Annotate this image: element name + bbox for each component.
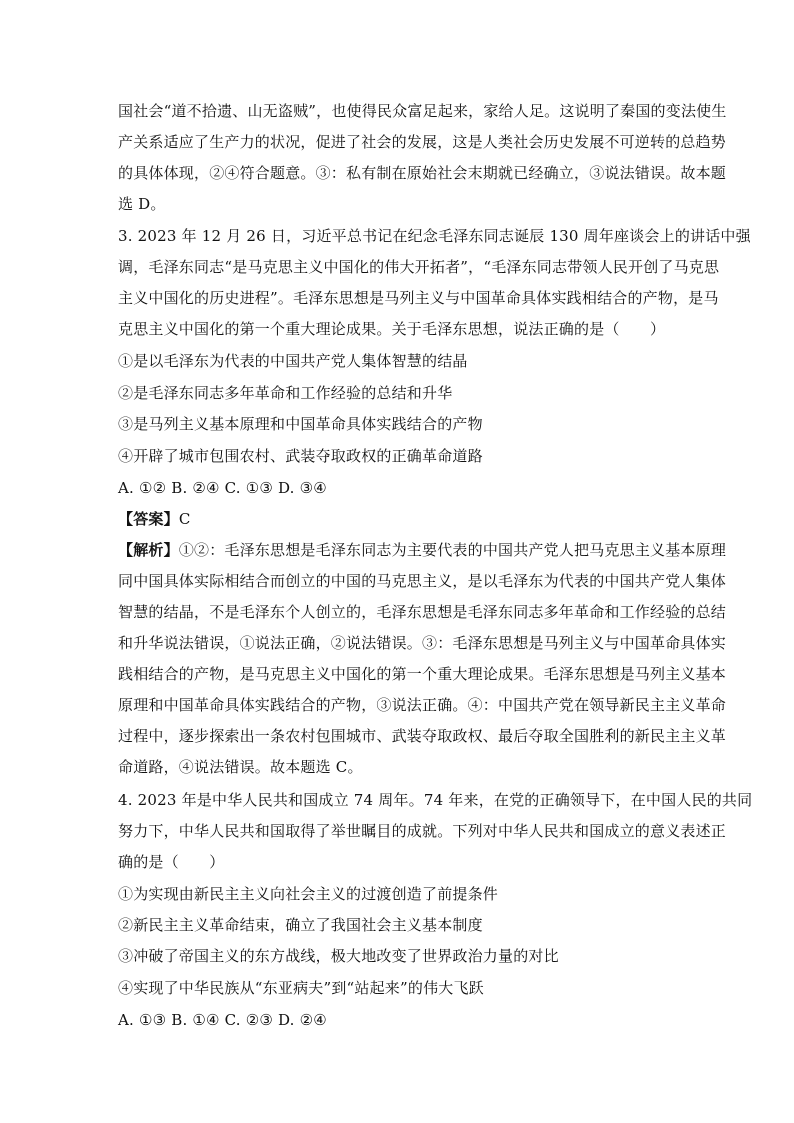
q3-statement: ②是毛泽东同志多年革命和工作经验的总结和升华 [118,384,453,402]
q4-stem-line: 4. 2023 年是中华人民共和国成立 74 周年。74 年来，在党的正确领导下，在中国人民的共同 [118,791,753,809]
q3-statement: ③是马列主义基本原理和中国革命具体实践结合的产物 [118,415,483,433]
q3-analysis-line: 智慧的结晶，不是毛泽东个人创立的，毛泽东思想是毛泽东同志多年革命和工作经验的总结 [118,603,727,621]
q4-statement: ③冲破了帝国主义的东方战线，极大地改变了世界政治力量的对比 [118,947,559,965]
q3-analysis-line: 原理和中国革命具体实践结合的产物，③说法正确。④：中国共产党在领导新民主主义革命 [118,696,727,714]
q3-analysis-line: 过程中，逐步探索出一条农村包围城市、武装夺取政权、最后夺取全国胜利的新民主主义革 [118,727,727,745]
q4-stem-line: 确的是（ ） [118,853,225,871]
q3-analysis-line: 和升华说法错误，①说法正确，②说法错误。③：毛泽东思想是马列主义与中国革命具体实 [118,634,727,652]
q3-analysis-line: 命道路，④说法错误。故本题选 C。 [118,758,363,776]
q4-statement: ①为实现由新民主主义向社会主义的过渡创造了前提条件 [118,885,499,903]
analysis-text: ①②：毛泽东思想是毛泽东同志为主要代表的中国共产党人把马克思主义基本原理 [178,541,727,559]
q4-statement: ④实现了中华民族从“东亚病夫”到“站起来”的伟大飞跃 [118,979,484,997]
q3-answer [118,509,191,529]
q3-analysis-line: 同中国具体实际相结合而创立的中国的马克思主义，是以毛泽东为代表的中国共产党人集体 [118,572,727,590]
answer-value: C [178,510,191,528]
q3-analysis-line: 践相结合的产物，是马克思主义中国化的第一个重大理论成果。毛泽东思想是马列主义基本 [118,665,727,683]
q3-statement: ①是以毛泽东为代表的中国共产党人集体智慧的结晶 [118,352,468,370]
q3-options: A. ①② B. ②④ C. ①③ D. ③④ [118,479,327,497]
prev-explanation-line: 的具体体现，②④符合题意。③：私有制在原始社会末期就已经确立，③说法错误。故本题 [118,164,727,182]
q3-statement: ④开辟了城市包围农村、武装夺取政权的正确革命道路 [118,447,483,465]
q3-stem-line: 调，毛泽东同志“是马克思主义中国化的伟大开拓者”，“毛泽东同志带领人民开创了马克思 [118,258,720,276]
q4-statement: ②新民主主义革命结束，确立了我国社会主义基本制度 [118,916,483,934]
q3-stem-line: 克思主义中国化的第一个重大理论成果。关于毛泽东思想，说法正确的是（ ） [118,320,666,338]
prev-explanation-line: 国社会“道不拾遗、山无盗贼”，也使得民众富足起来，家给人足。这说明了秦国的变法使生 [118,102,727,120]
q3-analysis-first-line [118,540,726,560]
analysis-label: 【解析】 [118,541,179,559]
prev-explanation-line: 选 D。 [118,195,166,213]
q4-options: A. ①③ B. ①④ C. ②③ D. ②④ [118,1011,327,1029]
q4-stem-line: 努力下，中华人民共和国取得了举世瞩目的成就。下列对中华人民共和国成立的意义表述正 [118,822,727,840]
q3-stem-line: 主义中国化的历史进程”。毛泽东思想是马列主义与中国革命具体实践相结合的产物，是马 [118,289,719,307]
prev-explanation-line: 产关系适应了生产力的状况，促进了社会的发展，这是人类社会历史发展不可逆转的总趋势 [118,133,727,151]
answer-label: 【答案】 [118,510,179,528]
q3-stem-line: 3. 2023 年 12 月 26 日，习近平总书记在纪念毛泽东同志诞辰 130 周年座谈会上的讲话中强 [118,227,751,245]
